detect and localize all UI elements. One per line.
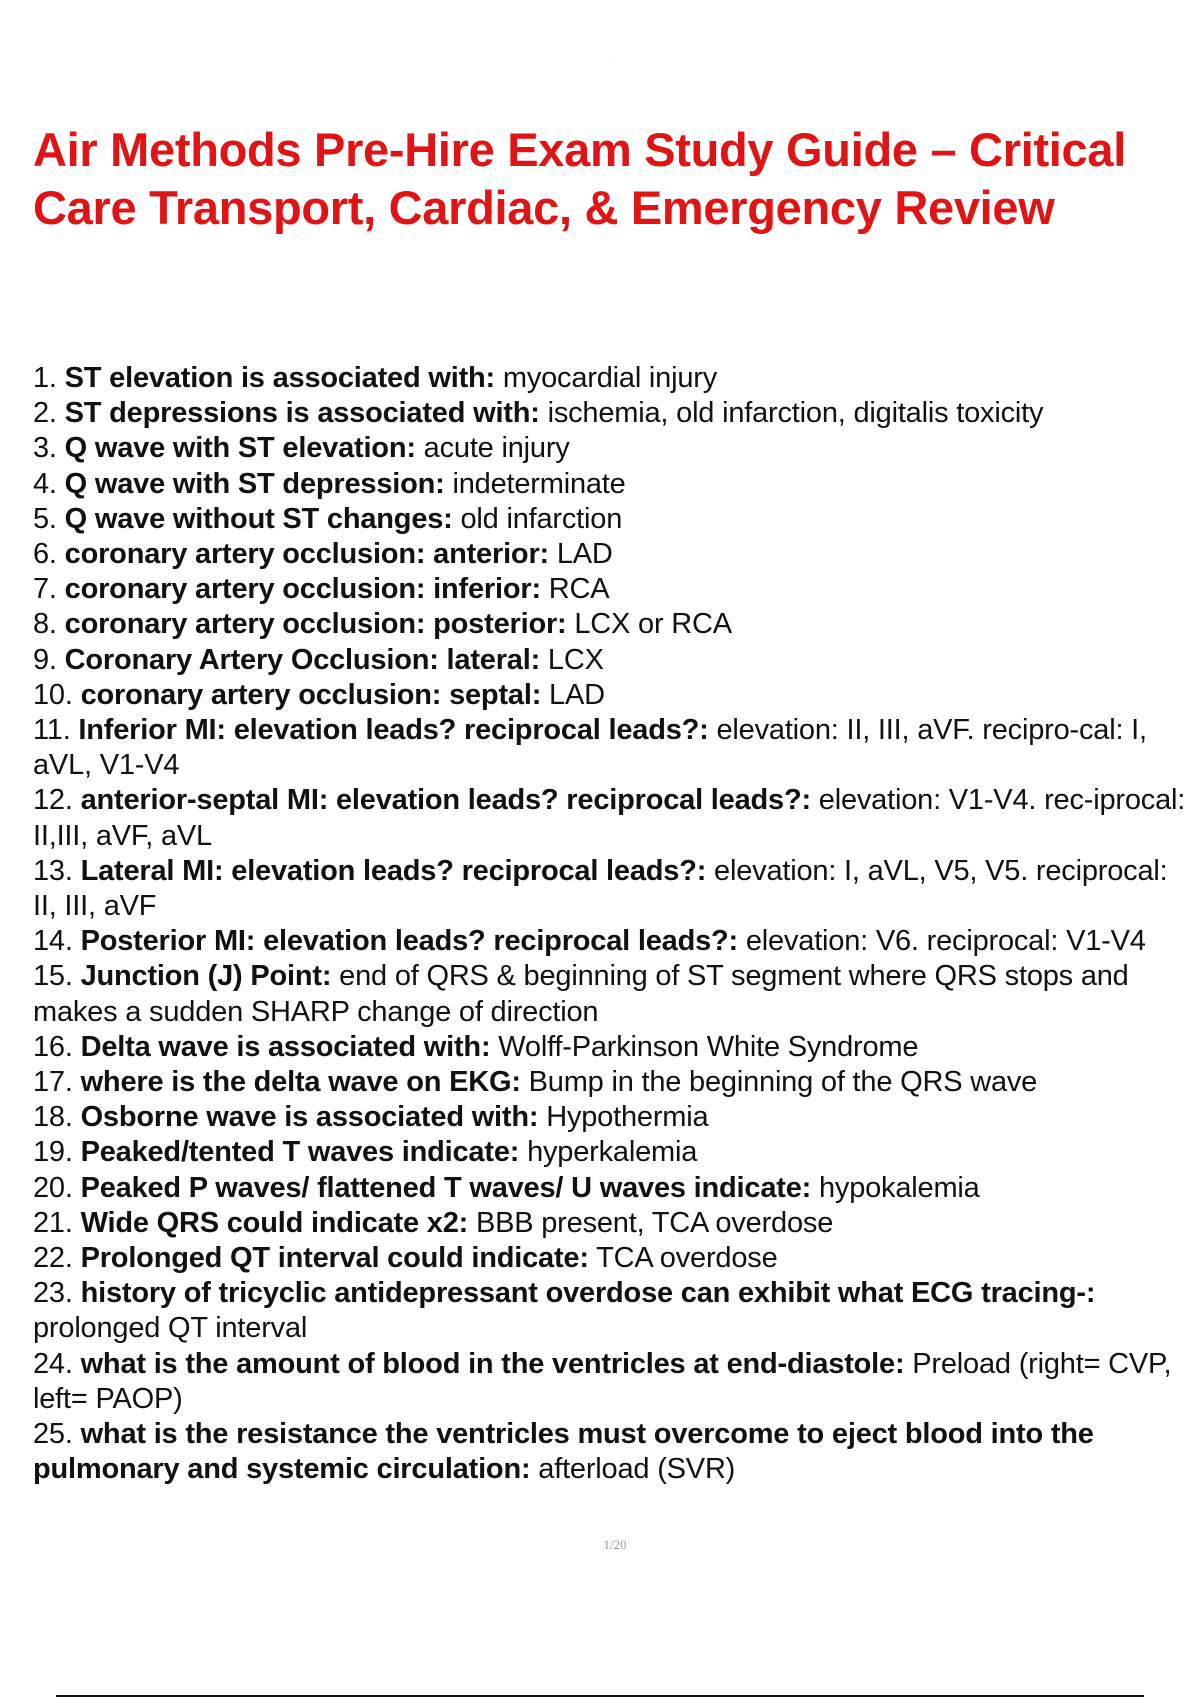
item-number: 1. <box>33 362 57 394</box>
item-question: where is the delta wave on EKG: <box>80 1066 521 1099</box>
list-item <box>33 783 1193 853</box>
item-answer: Hypothermia <box>546 1101 709 1134</box>
list-item <box>33 959 1193 1029</box>
item-number: 14. <box>33 925 73 958</box>
item-number: 8. <box>33 608 57 641</box>
list-item <box>33 1276 1193 1346</box>
page-number: 1/20 <box>603 1537 627 1552</box>
bottom-divider <box>56 1695 1144 1697</box>
item-number: 15. <box>33 960 73 993</box>
list-item <box>33 643 1193 678</box>
list-item <box>33 1417 1193 1487</box>
list-item <box>33 1171 1193 1206</box>
item-question: Q wave with ST depression: <box>64 467 445 500</box>
item-number: 21. <box>33 1206 73 1239</box>
item-question: Prolonged QT interval could indicate: <box>80 1242 589 1275</box>
item-question: Osborne wave is associated with: <box>80 1101 539 1134</box>
item-number: 10. <box>33 678 73 711</box>
item-question: Peaked P waves/ flattened T waves/ U waves indicate: <box>80 1171 812 1204</box>
list-item <box>33 713 1193 783</box>
item-answer: indeterminate <box>452 467 626 500</box>
item-question: coronary artery occlusion: anterior: <box>64 538 549 571</box>
item-answer: acute injury <box>423 432 570 465</box>
list-item <box>33 361 1193 396</box>
item-number: 6. <box>33 538 57 571</box>
item-question: Q wave with ST elevation: <box>64 432 416 465</box>
list-item <box>33 924 1193 959</box>
item-question: coronary artery occlusion: posterior: <box>64 608 567 641</box>
item-answer: LCX <box>547 643 604 676</box>
item-number: 12. <box>33 784 73 817</box>
list-item <box>33 572 1193 607</box>
list-item <box>33 502 1193 537</box>
item-answer: Wolff-Parkinson White Syndrome <box>498 1030 919 1063</box>
item-number: 24. <box>33 1347 73 1380</box>
item-number: 18. <box>33 1101 73 1134</box>
item-question: Coronary Artery Occlusion: lateral: <box>64 643 541 676</box>
list-item <box>33 396 1193 431</box>
item-question: Posterior MI: elevation leads? reciprocal leads?: <box>80 925 738 958</box>
item-question: coronary artery occlusion: septal: <box>80 678 542 711</box>
list-item <box>33 1206 1193 1241</box>
item-answer: LAD <box>549 678 605 711</box>
item-number: 13. <box>33 854 73 887</box>
item-number: 25. <box>33 1418 73 1451</box>
item-number: 4. <box>33 467 57 500</box>
item-answer: hypokalemia <box>818 1171 980 1204</box>
list-item <box>33 1065 1193 1100</box>
item-number: 22. <box>33 1242 73 1275</box>
item-number: 17. <box>33 1066 73 1099</box>
item-question: what is the resistance the ventricles must overcome to eject blood into the pulmonary and systemic circulation: <box>33 1418 1094 1486</box>
list-item <box>33 1135 1193 1170</box>
item-question: Inferior MI: elevation leads? reciprocal leads?: <box>78 714 709 747</box>
item-number: 20. <box>33 1171 73 1204</box>
list-item <box>33 1347 1193 1417</box>
item-answer: myocardial injury <box>502 362 718 394</box>
item-answer: BBB present, TCA overdose <box>475 1206 834 1239</box>
item-question: coronary artery occlusion: inferior: <box>64 573 541 606</box>
item-number: 5. <box>33 502 57 535</box>
item-answer: Preload (right= CVP, left= PAOP) <box>33 1347 1172 1415</box>
item-question: Q wave without ST changes: <box>64 502 453 535</box>
scan-mark: · <box>614 52 617 61</box>
item-answer: afterload (SVR) <box>538 1453 736 1486</box>
item-number: 19. <box>33 1136 73 1169</box>
item-answer: prolonged QT interval <box>33 1312 308 1345</box>
item-question: history of tricyclic antidepressant overdose can exhibit what ECG tracing-: <box>80 1277 1096 1310</box>
item-answer: RCA <box>548 573 610 606</box>
list-item <box>33 1241 1193 1276</box>
item-answer: LCX or RCA <box>574 608 732 641</box>
item-number: 7. <box>33 573 57 606</box>
item-answer: Bump in the beginning of the QRS wave <box>528 1066 1038 1099</box>
item-number: 9. <box>33 643 57 676</box>
item-question: ST elevation is associated with: <box>64 362 495 394</box>
item-question: ST depressions is associated with: <box>64 397 540 430</box>
item-answer: elevation: II, III, aVF. recipro-cal: I, aVL, V1-V4 <box>33 714 1147 782</box>
list-item <box>33 1030 1193 1065</box>
item-answer: LAD <box>556 538 613 571</box>
item-answer: elevation: V1-V4. rec-iprocal: II,III, aVF, aVL <box>33 784 1186 852</box>
item-question: Delta wave is associated with: <box>80 1030 491 1063</box>
item-question: anterior-septal MI: elevation leads? reciprocal leads?: <box>80 784 811 817</box>
question-list <box>33 361 1193 1488</box>
item-answer: elevation: V6. reciprocal: V1-V4 <box>745 925 1146 958</box>
list-item <box>33 1100 1193 1135</box>
item-question: Wide QRS could indicate x2: <box>80 1206 469 1239</box>
document-title: Air Methods Pre-Hire Exam Study Guide – Critical Care Transport, Cardiac, & Emergency Review <box>33 123 1126 234</box>
list-item <box>33 537 1193 572</box>
item-question: Lateral MI: elevation leads? reciprocal leads?: <box>80 854 707 887</box>
list-item <box>33 678 1193 713</box>
list-item <box>33 854 1193 924</box>
item-answer: ischemia, old infarction, digitalis toxicity <box>547 397 1044 430</box>
list-item <box>33 607 1193 642</box>
item-answer: elevation: I, aVL, V5, V5. reciprocal: II, III, aVF <box>33 854 1168 923</box>
item-answer: end of QRS & beginning of ST segment where QRS stops and makes a sudden SHARP change of direction <box>33 960 1129 1028</box>
item-answer: TCA overdose <box>596 1242 778 1275</box>
item-answer: old infarction <box>460 502 623 535</box>
item-question: what is the amount of blood in the ventricles at end-diastole: <box>80 1347 905 1380</box>
item-number: 23. <box>33 1277 73 1310</box>
item-question: Peaked/tented T waves indicate: <box>80 1136 520 1169</box>
item-number: 3. <box>33 432 57 465</box>
item-answer: hyperkalemia <box>527 1136 698 1169</box>
list-item <box>33 467 1193 502</box>
item-question: Junction (J) Point: <box>80 960 332 993</box>
item-number: 2. <box>33 397 57 430</box>
item-number: 11. <box>33 714 71 747</box>
list-item <box>33 431 1193 466</box>
item-number: 16. <box>33 1030 73 1063</box>
